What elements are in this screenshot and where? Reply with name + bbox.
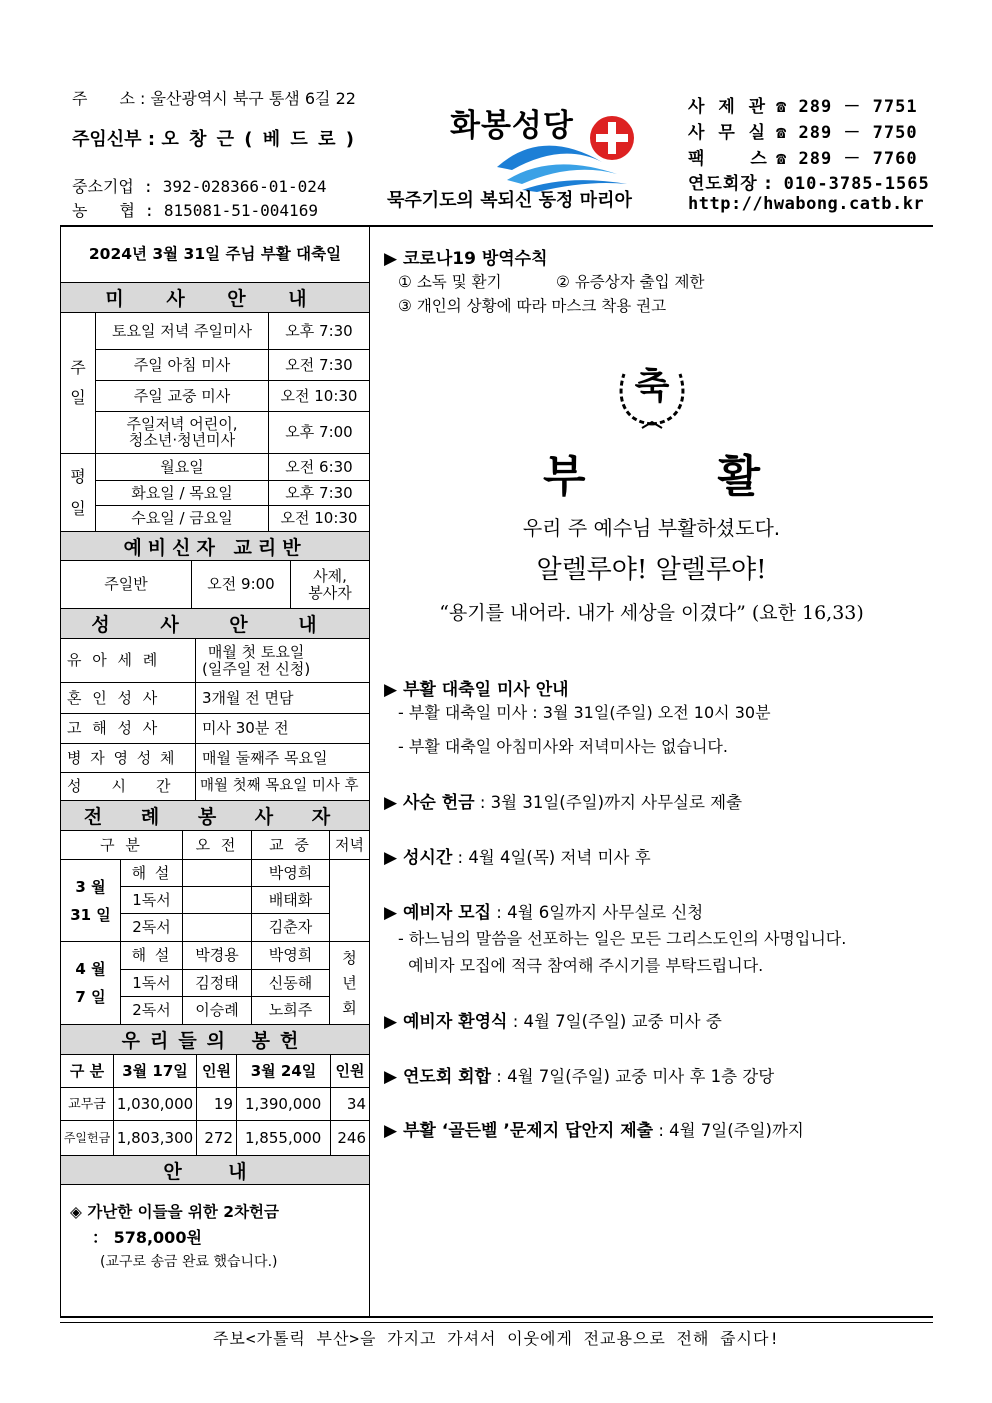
offering-value: 1,855,000 bbox=[245, 1128, 322, 1147]
server-am: 김정태 bbox=[195, 973, 239, 992]
covid-item-3: ③ 개인의 상황에 따라 마스크 착용 권고 bbox=[398, 297, 667, 315]
mass-name: 화요일 / 목요일 bbox=[131, 483, 233, 502]
server-role: 1독서 bbox=[132, 890, 171, 909]
covid-item-1: ① 소독 및 환기 bbox=[398, 273, 502, 291]
website-link[interactable]: http://hwabong.catb.kr bbox=[688, 194, 925, 214]
server-evening bbox=[330, 860, 369, 941]
server-header: 전 례 봉 사 자 bbox=[83, 806, 347, 828]
server-main: 배태화 bbox=[268, 890, 313, 909]
notice-note: (교구로 송금 완료 했습니다.) bbox=[100, 1254, 278, 1270]
server-main: 김춘자 bbox=[268, 918, 313, 936]
easter-line: 우리 주 예수님 부활하셨도다. bbox=[522, 516, 781, 540]
offering-col: 구 분 bbox=[69, 1061, 105, 1080]
server-main: 박영희 bbox=[268, 863, 313, 882]
covid-item-2: ② 유증상자 출입 제한 bbox=[556, 273, 705, 291]
server-role: 해 설 bbox=[131, 863, 172, 882]
mass-section-header: 미 사 안 내 bbox=[105, 288, 325, 310]
server-date: 4 월 7 일 bbox=[75, 960, 106, 1006]
sacrament-name: 병 자 영 성 체 bbox=[67, 748, 177, 767]
patron: 묵주기도의 복되신 동정 마리아 bbox=[387, 190, 632, 211]
server-am bbox=[183, 860, 251, 886]
weekday-label: 평 일 bbox=[70, 466, 86, 518]
sacrament-name: 성 시 간 bbox=[67, 777, 171, 795]
offering-col: 인원 bbox=[202, 1061, 231, 1080]
mass-name: 토요일 저녁 주일미사 bbox=[112, 321, 252, 340]
server-main: 박영희 bbox=[268, 946, 313, 964]
easter-title: 부 활 bbox=[542, 451, 760, 502]
server-col: 구 분 bbox=[100, 835, 143, 854]
sacrament-value: 매월 첫 토요일 (일주일 전 신청) bbox=[202, 642, 311, 678]
mass-name: 주일 아침 미사 bbox=[133, 355, 231, 374]
notice-amount: ： 578,000원 bbox=[92, 1228, 202, 1247]
sacrament-name: 고 해 성 사 bbox=[67, 719, 161, 737]
offering-name: 주일헌금 bbox=[63, 1130, 111, 1145]
server-main: 신동해 bbox=[268, 973, 313, 992]
server-col: 오 전 bbox=[195, 835, 239, 854]
notice-sub: - 하느님의 말씀을 선포하는 일은 모든 그리스도인의 사명입니다. bbox=[398, 929, 847, 948]
catechumen-teacher: 사제, 봉사자 bbox=[308, 566, 352, 602]
notice-item: ▶ 부활 ‘골든벨 ’문제지 답안지 제출 : 4월 7일(주일)까지 bbox=[384, 1121, 804, 1141]
server-role: 2독서 bbox=[132, 918, 171, 936]
mass-time: 오전 10:30 bbox=[280, 509, 358, 527]
scripture-quote: “용기를 내어라. 내가 세상을 이겼다” (요한 16,33) bbox=[439, 602, 864, 624]
notice-header: 안 내 bbox=[163, 1160, 267, 1183]
server-role: 해 설 bbox=[131, 946, 172, 964]
contact-office: 사 무 실 ☎ 289 － 7750 bbox=[688, 123, 918, 143]
date-title: 2024년 3월 31일 주님 부활 대축일 bbox=[88, 244, 342, 263]
address-line: 주 소 : 울산광역시 북구 통샘 6길 22 bbox=[72, 89, 356, 108]
offering-count: 272 bbox=[204, 1128, 233, 1147]
offering-header: 우리들의 봉헌 bbox=[121, 1030, 309, 1052]
mass-name: 주일저녁 어린이, 청소년·청년미사 bbox=[126, 415, 238, 449]
mass-time: 오후 7:30 bbox=[285, 483, 353, 502]
notice-item: ▶ 성시간 : 4월 4일(목) 저녁 미사 후 bbox=[384, 848, 651, 868]
offering-col: 3월 17일 bbox=[122, 1061, 188, 1080]
offering-count: 246 bbox=[337, 1128, 366, 1147]
offering-value: 1,390,000 bbox=[245, 1094, 322, 1113]
catechumen-time: 오전 9:00 bbox=[207, 575, 275, 593]
sacrament-header: 성 사 안 내 bbox=[91, 614, 339, 636]
emblem-text: 축 bbox=[634, 365, 670, 407]
account-line-2: 농 협 : 815081-51-004169 bbox=[72, 201, 318, 220]
footer-note: 주보<가톨릭 부산>을 가지고 가셔서 이웃에게 전교용으로 전해 줍시다! bbox=[212, 1329, 781, 1348]
server-am bbox=[183, 887, 251, 913]
notice-item: ▶ 부활 대축일 미사 안내 bbox=[384, 680, 569, 700]
mass-time: 오후 7:00 bbox=[285, 422, 353, 441]
notice-item: ▶ 예비자 환영식 : 4월 7일(주일) 교중 미사 중 bbox=[384, 1012, 722, 1032]
covid-title: ▶ 코로나19 방역수칙 bbox=[384, 249, 548, 269]
sacrament-value: 매월 둘째주 목요일 bbox=[202, 748, 328, 767]
sacrament-value: 미사 30분 전 bbox=[202, 719, 289, 737]
contact-yeondo: 연도회장 : 010-3785-1565 bbox=[688, 174, 930, 194]
sunday-label: 주 일 bbox=[70, 357, 86, 407]
server-am bbox=[183, 914, 251, 941]
server-evening: 청 년 회 bbox=[342, 948, 357, 1017]
mass-time: 오전 7:30 bbox=[285, 355, 353, 374]
notice-sub: 예비자 모집에 적극 참여해 주시기를 부탁드립니다. bbox=[398, 956, 764, 975]
notice-item: ▶ 사순 헌금 : 3월 31일(주일)까지 사무실로 제출 bbox=[384, 793, 743, 813]
sacrament-value: 3개월 전 면담 bbox=[202, 688, 294, 707]
offering-col: 3월 24일 bbox=[250, 1061, 317, 1080]
server-am: 박경용 bbox=[195, 946, 239, 964]
server-role: 2독서 bbox=[132, 1001, 171, 1019]
alleluia: 알렐루야! 알렐루야! bbox=[536, 555, 767, 585]
contact-fax: 팩 스 ☎ 289 － 7760 bbox=[688, 149, 918, 169]
sacrament-name: 혼 인 성 사 bbox=[67, 688, 161, 707]
offering-col: 인원 bbox=[335, 1061, 365, 1080]
offering-value: 1,030,000 bbox=[116, 1094, 194, 1113]
catechumen-class: 주일반 bbox=[104, 575, 148, 593]
notice-sub: - 부활 대축일 아침미사와 저녁미사는 없습니다. bbox=[398, 737, 728, 756]
pastor-line: 주임신부 : 오 창 근 ( 베 드 로 ) bbox=[72, 129, 356, 150]
offering-value: 1,803,300 bbox=[116, 1128, 194, 1147]
offering-name: 교무금 bbox=[68, 1096, 106, 1112]
mass-time: 오전 10:30 bbox=[280, 386, 358, 405]
catechumen-header: 예비신자 교리반 bbox=[123, 536, 307, 559]
notice-item: ▶ 예비자 모집 : 4월 6일까지 사무실로 신청 bbox=[384, 903, 704, 923]
mass-name: 주일 교중 미사 bbox=[133, 386, 231, 405]
server-date: 3 월 31 일 bbox=[70, 877, 111, 924]
church-logo-icon bbox=[492, 112, 642, 192]
sacrament-name: 유 아 세 례 bbox=[67, 651, 161, 669]
notice-title: ◈ 가난한 이들을 위한 2차헌금 bbox=[70, 1203, 279, 1221]
offering-count: 19 bbox=[213, 1094, 233, 1113]
server-am: 이승례 bbox=[195, 1001, 239, 1019]
server-col: 교 중 bbox=[269, 835, 312, 854]
sacrament-value: 매월 첫째 목요일 미사 후 bbox=[200, 778, 359, 794]
account-line-1: 중소기업 : 392-028366-01-024 bbox=[72, 177, 327, 196]
offering-count: 34 bbox=[346, 1094, 366, 1113]
mass-time: 오후 7:30 bbox=[285, 321, 353, 340]
mass-time: 오전 6:30 bbox=[285, 457, 353, 476]
server-main: 노희주 bbox=[268, 1001, 313, 1019]
church-name: 화봉성당 bbox=[450, 108, 574, 144]
server-role: 1독서 bbox=[132, 973, 171, 992]
mass-name: 월요일 bbox=[160, 457, 204, 476]
notice-sub: - 부활 대축일 미사 : 3월 31일(주일) 오전 10시 30분 bbox=[398, 703, 771, 722]
server-col: 저녁 bbox=[335, 835, 364, 854]
mass-name: 수요일 / 금요일 bbox=[131, 509, 233, 527]
notice-item: ▶ 연도회 회합 : 4월 7일(주일) 교중 미사 후 1층 강당 bbox=[384, 1067, 775, 1087]
contact-rectory: 사 제 관 ☎ 289 － 7751 bbox=[688, 97, 918, 117]
